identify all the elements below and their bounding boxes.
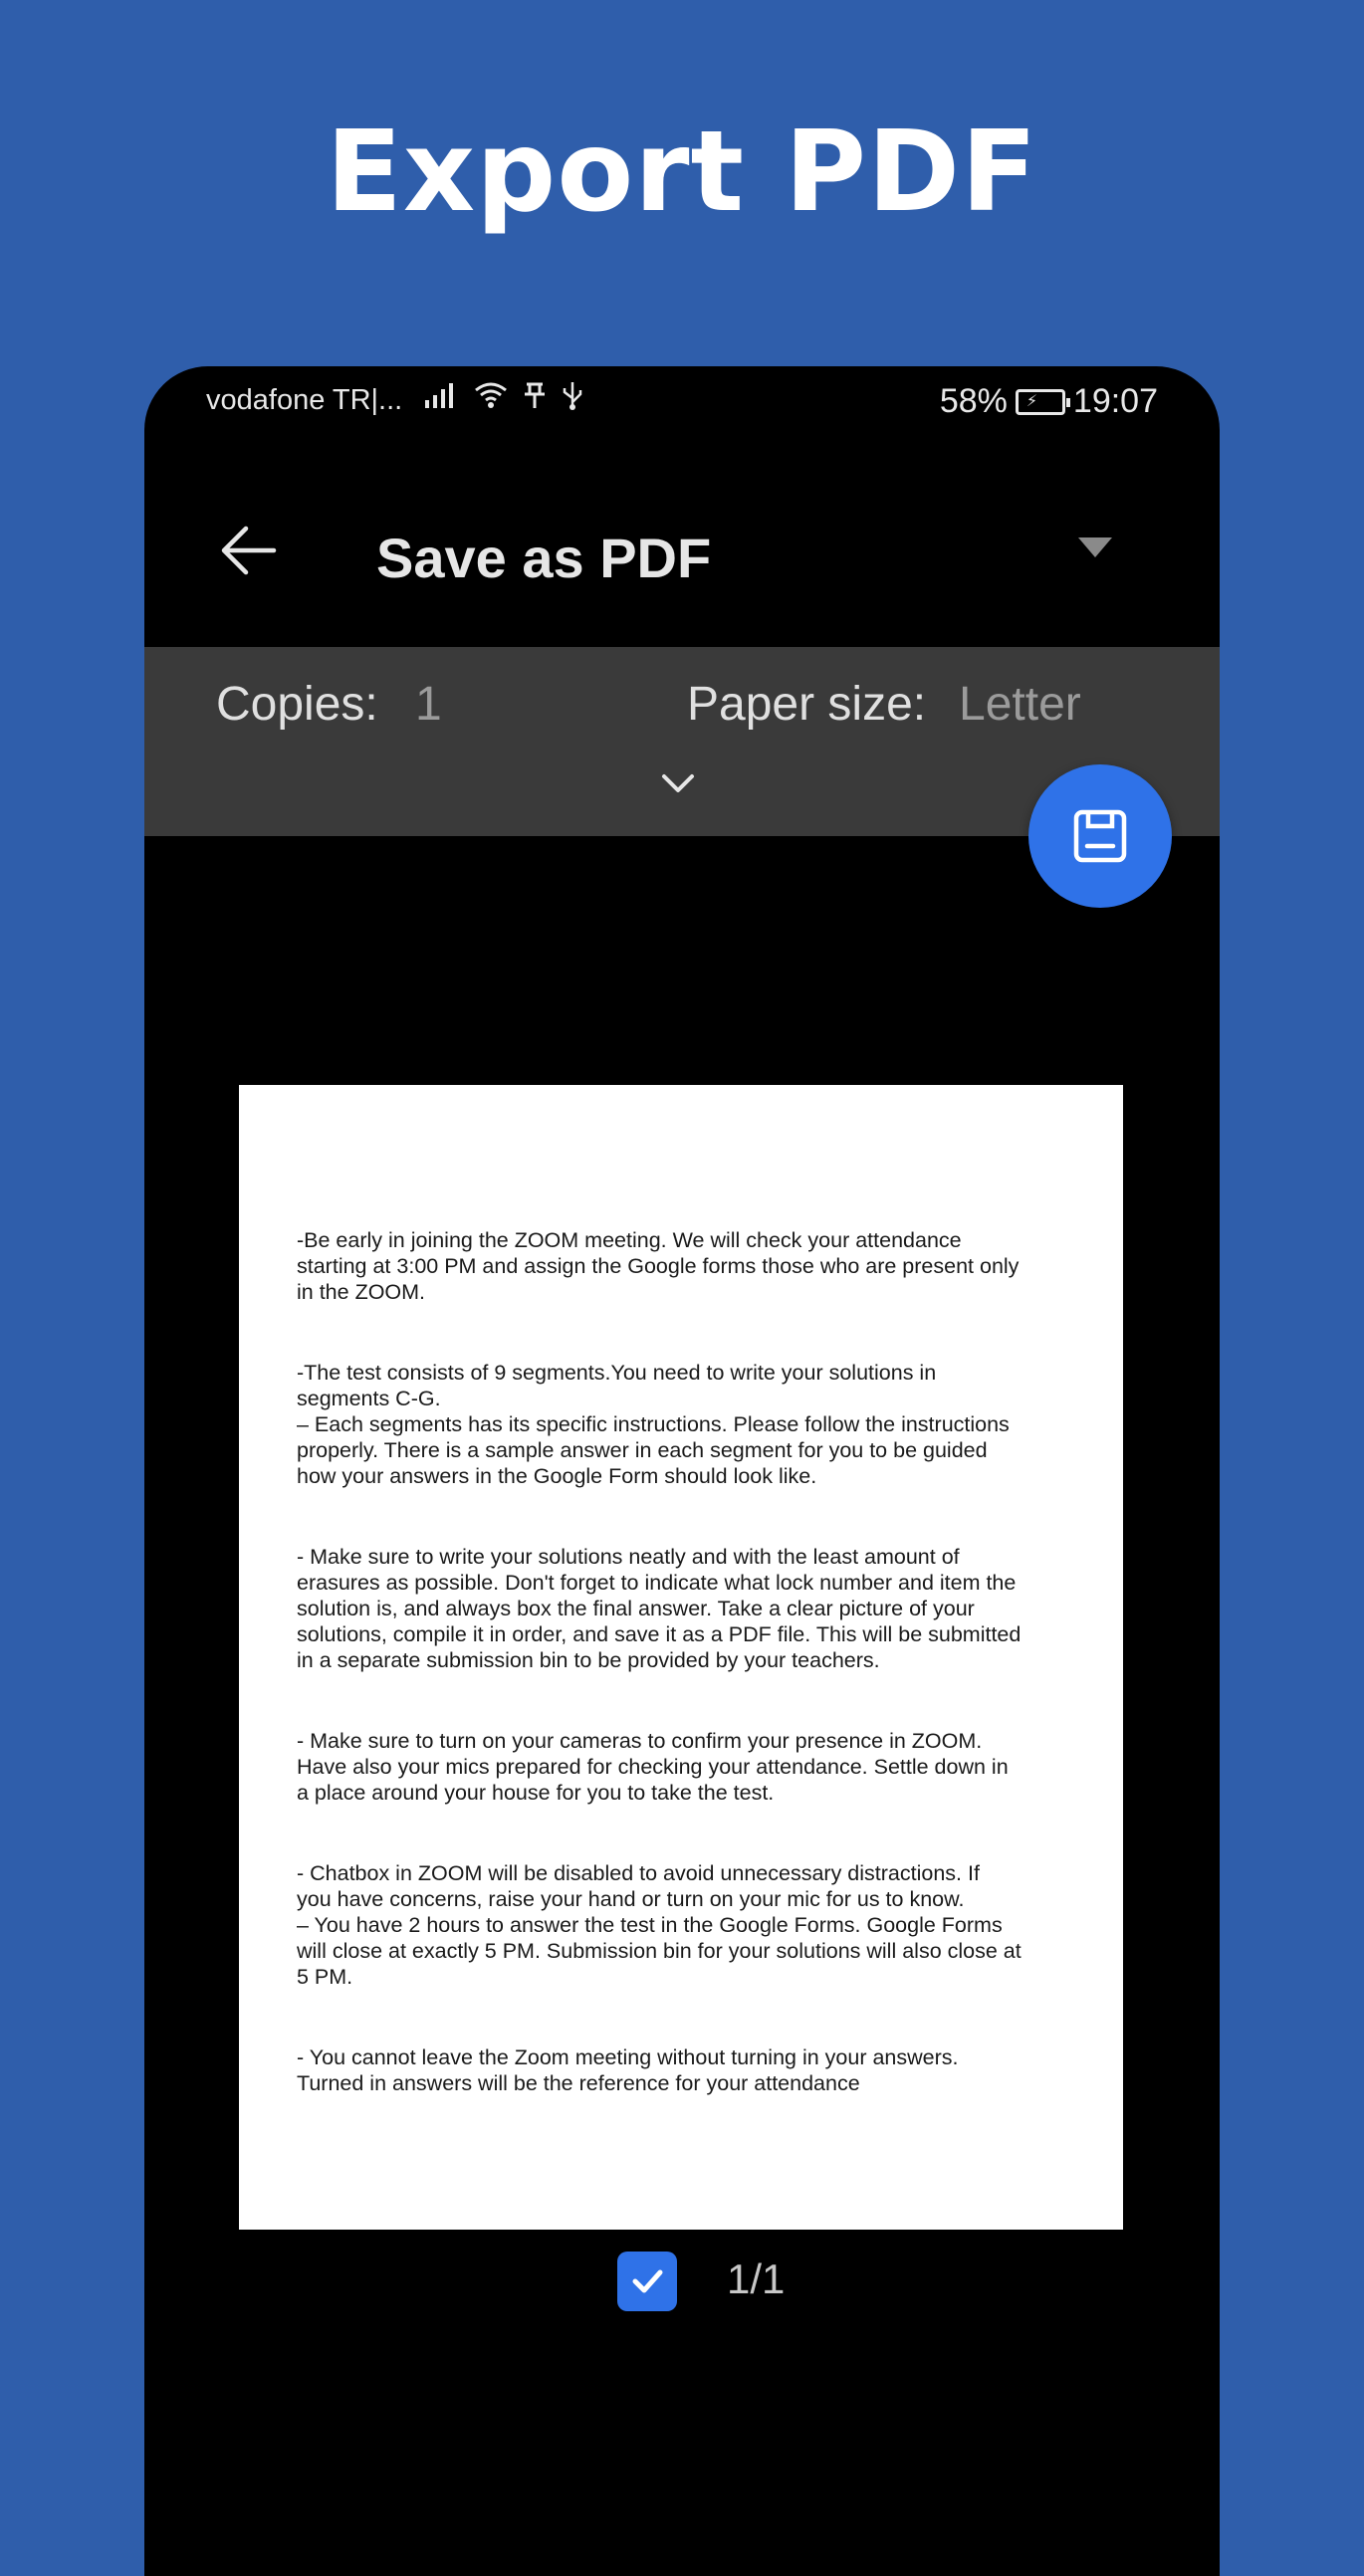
- wifi-icon: [473, 380, 509, 410]
- copies-value[interactable]: 1: [415, 678, 442, 731]
- app-bar: [144, 486, 1220, 615]
- battery-percent: 58%: [939, 382, 1008, 420]
- signal-icon: [423, 380, 459, 410]
- document-paragraph: - Chatbox in ZOOM will be disabled to avoid unnecessary distractions. If you have concerns, raise your hand or turn on your mic for us to know. – You have 2 hours to answer the test in the Google Forms. Google Forms will close at exactly 5 PM. Submission bin for your solutions will also close at 5 PM.: [297, 1861, 1022, 1989]
- status-icons: [423, 380, 584, 410]
- usb-icon: [561, 380, 584, 410]
- document-paragraph: - Make sure to write your solutions neatly and with the least amount of erasures as possible. Don't forget to indicate what lock number and item the solution is, and always box the final answer. Take a clear picture of your solutions, compile it in order, and save it as a PDF file. This will be submitted in a separate submission bin to be provided by your teachers.: [297, 1545, 1022, 1672]
- page-count: 1/1: [727, 2255, 786, 2302]
- paper-size-label: Paper size:: [687, 678, 927, 731]
- clock: 19:07: [1072, 382, 1158, 420]
- save-pdf-button[interactable]: [1028, 764, 1172, 908]
- save-icon: [1070, 806, 1130, 866]
- dropdown-triangle-icon[interactable]: [1078, 537, 1112, 557]
- chevron-down-icon[interactable]: [660, 764, 696, 800]
- status-right: [940, 382, 1158, 421]
- phone-screen: [144, 366, 1220, 2576]
- headline: Export PDF: [326, 107, 1038, 237]
- paper-size-value[interactable]: Letter: [959, 678, 1081, 731]
- page-selector: [144, 2246, 1220, 2315]
- document-paragraph: -The test consists of 9 segments.You need to write your solutions in segments C-G. – Each segments has its specific instructions. Please follow the instructions properly. There is a sample answer in each segment for you to be guided how your answers in the Google Form should look like.: [297, 1361, 1010, 1488]
- battery-icon: ⚡: [1016, 389, 1065, 415]
- page-checkbox[interactable]: [617, 2252, 677, 2311]
- copies-label: Copies:: [216, 678, 378, 731]
- document-text: [297, 1227, 1083, 2151]
- document-paragraph: -Be early in joining the ZOOM meeting. We will check your attendance starting at 3:00 PM and assign the Google forms those who are present only in the ZOOM.: [297, 1228, 1020, 1304]
- pin-icon: [523, 380, 547, 410]
- document-paragraph: - You cannot leave the Zoom meeting without turning in your answers. Turned in answers will be the reference for your attendance: [297, 2045, 959, 2095]
- status-bar: [144, 366, 1220, 446]
- back-arrow-icon[interactable]: [214, 516, 284, 585]
- page-title[interactable]: Save as PDF: [376, 527, 712, 589]
- document-paragraph: - Make sure to turn on your cameras to confirm your presence in ZOOM. Have also your mics prepared for checking your attendance. Settle down in a place around your house for you to take the test.: [297, 1729, 1009, 1805]
- carrier-name: vodafone TR|...: [206, 384, 403, 416]
- checkbox-checked-icon: [627, 2261, 667, 2301]
- pdf-page-preview[interactable]: [239, 1085, 1123, 2230]
